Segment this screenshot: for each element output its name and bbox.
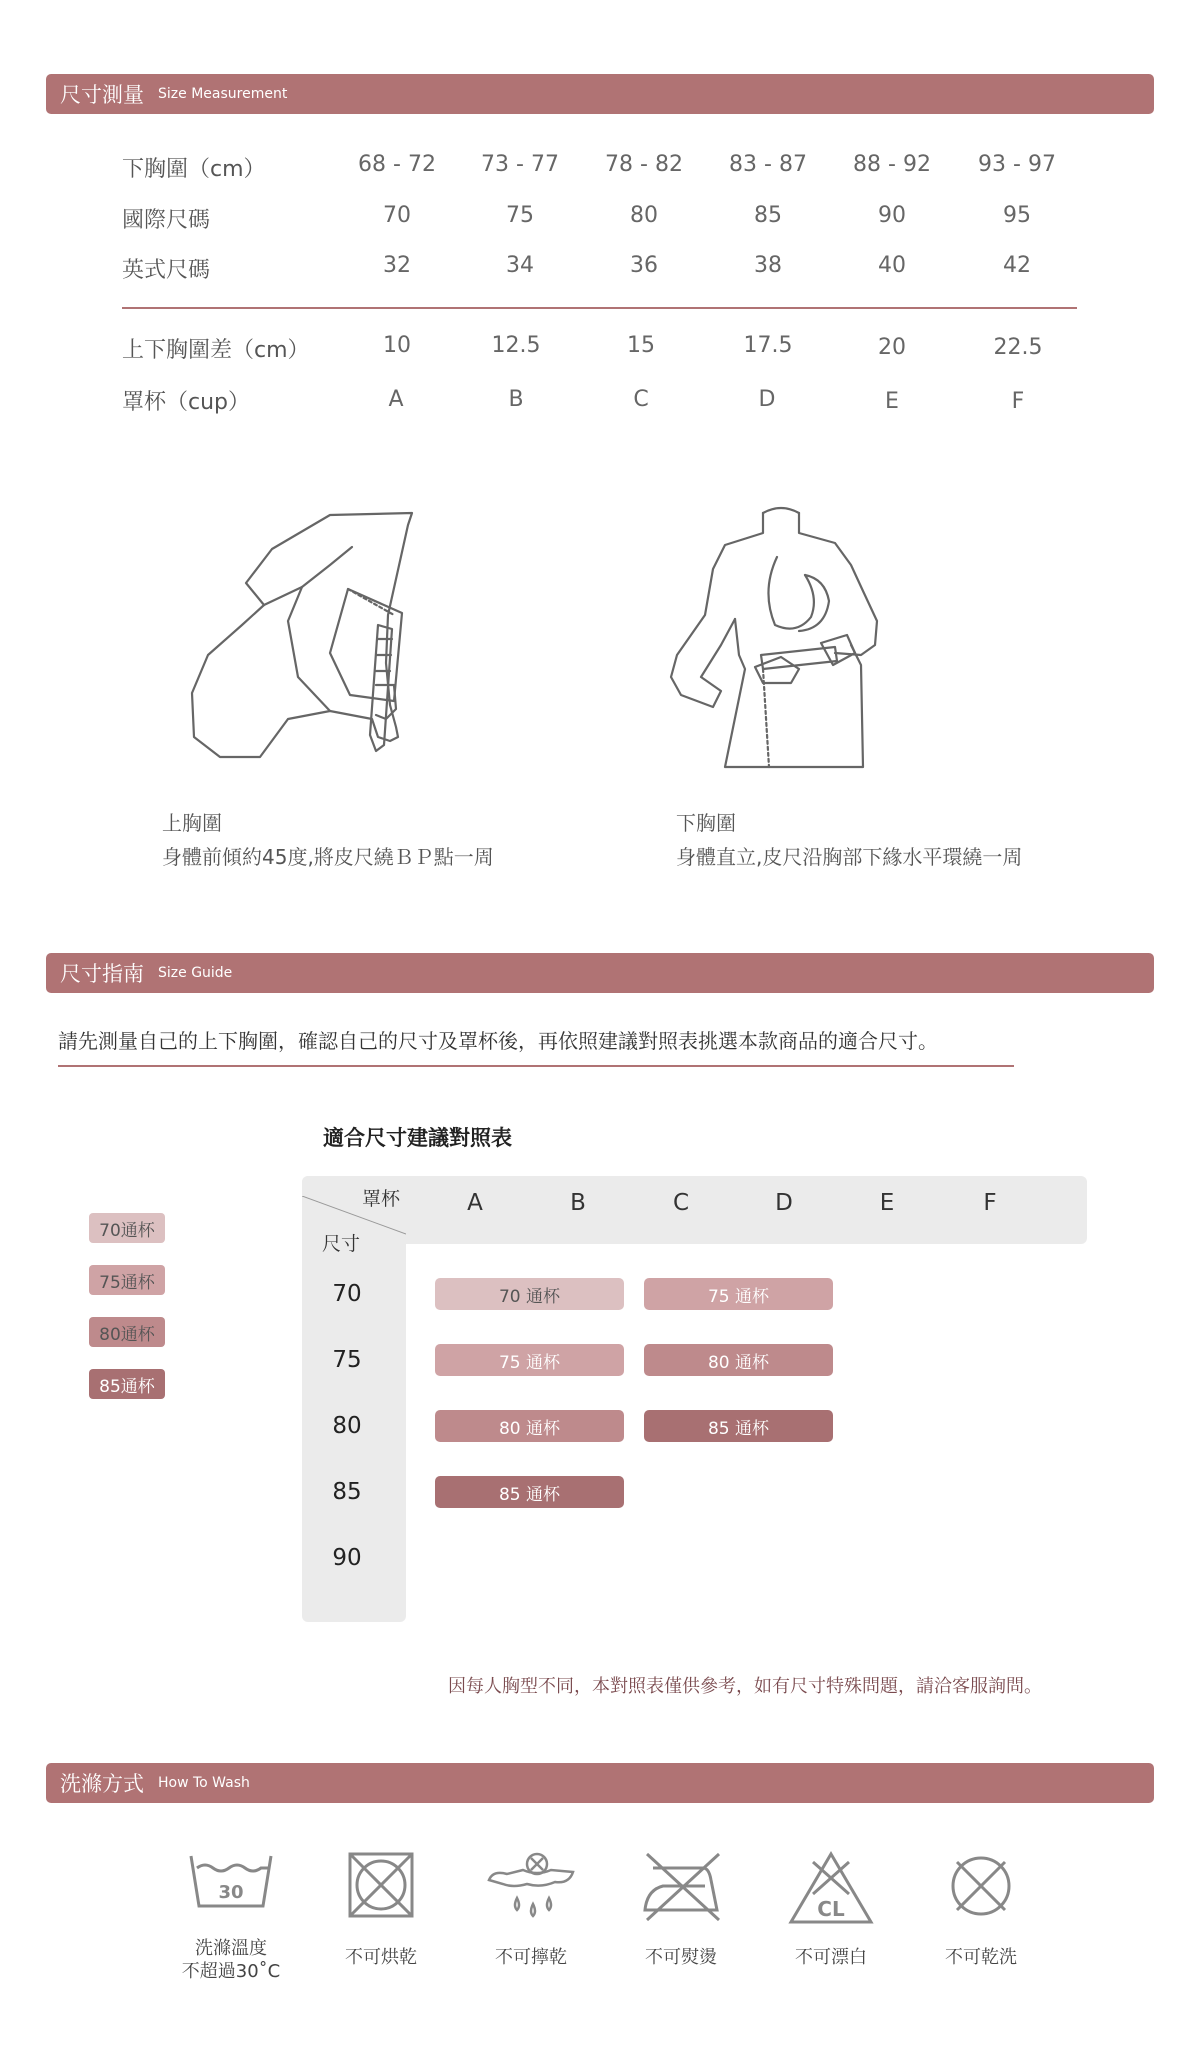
table-cell: 34 [506,253,534,278]
table-cell: D [758,387,776,412]
upper-bust-illustration [180,505,440,775]
wash-temp-label [156,1937,306,1983]
table-cell: 32 [383,253,411,278]
size-guide-banner [46,953,1154,993]
under-bust-illustration [665,505,905,775]
bust-diff-label: 上下胸圍差（cm） [122,338,310,363]
corner-size-label: 尺寸 [322,1233,361,1255]
fit-cell-85-ab: 85 通杯 [435,1476,624,1508]
section-subtitle: Size Guide [158,965,233,981]
under-bust-text: 身體直立,皮尺沿胸部下緣水平環繞一周 [676,845,1023,869]
guide-instruction: 請先測量自己的上下胸圍，確認自己的尺寸及罩杯後，再依照建議對照表挑選本款商品的適合尺寸。 [58,1029,938,1053]
no-bleach-icon [783,1850,879,1930]
size-row-90: 90 [332,1545,362,1571]
bleach-cl-text: CL [817,1897,845,1921]
no-iron-icon [633,1850,729,1930]
table-cell: 15 [627,333,655,358]
no-dry-clean-label: 不可乾洗 [945,1947,1017,1968]
no-bleach-label: 不可漂白 [795,1947,867,1968]
table-cell: 90 [878,203,906,228]
table-cell: 73 - 77 [481,152,559,177]
fit-cell-70-cd: 75 通杯 [644,1278,833,1310]
guide-underline [58,1065,1014,1067]
wash-temp-number: 30 [218,1882,244,1903]
fit-cell-80-cd: 85 通杯 [644,1410,833,1442]
cup-header-c: C [672,1190,690,1216]
underbust-label: 下胸圍（cm） [122,157,266,182]
table-cell: E [885,389,899,414]
size-row-80: 80 [332,1413,362,1439]
size-row-70: 70 [332,1281,362,1307]
upper-bust-caption [162,806,494,874]
no-wring-icon [483,1850,579,1930]
table-cell: 78 - 82 [605,152,683,177]
legend-85: 85通杯 [89,1369,165,1399]
table-cell: F [1011,389,1025,414]
cup-header-f: F [983,1190,997,1216]
upper-bust-text: 身體前傾約45度,將皮尺繞ＢＰ點一周 [162,845,494,869]
table-cell: 85 [754,203,782,228]
table-cell: 80 [630,203,658,228]
cup-header-b: B [570,1190,586,1216]
wash-temp-line1: 洗滌溫度 [195,1938,267,1959]
cup-header-d: D [775,1190,793,1216]
table-cell: 38 [754,253,782,278]
disclaimer-note: 因每人胸型不同，本對照表僅供參考，如有尺寸特殊問題，請洽客服詢問。 [448,1676,1042,1697]
corner-cup-label: 罩杯 [362,1188,401,1210]
under-bust-caption [676,806,1022,874]
fit-cell-80-ab: 80 通杯 [435,1410,624,1442]
table-cell: 83 - 87 [729,152,807,177]
table-cell: 88 - 92 [853,152,931,177]
legend-75: 75通杯 [89,1265,165,1295]
table-cell: 17.5 [743,333,793,358]
table-cell: 68 - 72 [358,152,436,177]
table-cell: 10 [383,333,411,358]
legend-80: 80通杯 [89,1317,165,1347]
no-dry-clean-icon [933,1850,1029,1930]
section-title: 洗滌方式 [60,1772,144,1796]
section-subtitle: How To Wash [158,1775,250,1791]
fit-cell-70-ab: 70 通杯 [435,1278,624,1310]
fit-cell-75-cd: 80 通杯 [644,1344,833,1376]
table-cell: 22.5 [993,335,1043,360]
table-cell: A [388,387,404,412]
upper-bust-title: 上胸圍 [162,811,222,835]
chart-title: 適合尺寸建議對照表 [323,1126,512,1150]
table-cell: 95 [1003,203,1031,228]
section-subtitle: Size Measurement [158,86,288,102]
table-cell: 20 [878,335,906,360]
table-cell: 75 [506,203,534,228]
no-iron-label: 不可熨燙 [645,1947,717,1968]
intl-size-label: 國際尺碼 [122,208,211,233]
size-measurement-banner [46,74,1154,114]
table-cell: 70 [383,203,411,228]
table-cell: 93 - 97 [978,152,1056,177]
size-row-75: 75 [332,1347,362,1373]
section-title: 尺寸測量 [60,83,144,107]
table-cell: 40 [878,253,906,278]
table-cell: C [633,387,649,412]
cup-label: 罩杯（cup） [122,390,251,415]
fit-cell-75-ab: 75 通杯 [435,1344,624,1376]
no-tumble-dry-label: 不可烘乾 [345,1947,417,1968]
cup-header-e: E [879,1190,895,1216]
table-divider [122,307,1077,309]
how-to-wash-banner [46,1763,1154,1803]
cup-header-a: A [467,1190,483,1216]
wash-30-icon [183,1850,279,1930]
section-title: 尺寸指南 [60,962,144,986]
table-cell: B [508,387,524,412]
table-cell: 12.5 [491,333,541,358]
size-row-85: 85 [332,1479,362,1505]
no-tumble-dry-icon [333,1850,429,1930]
wash-temp-line2: 不超過30˚C [181,1961,281,1982]
table-cell: 42 [1003,253,1031,278]
table-cell: 36 [630,253,658,278]
legend-70: 70通杯 [89,1213,165,1243]
uk-size-label: 英式尺碼 [122,258,211,283]
under-bust-title: 下胸圍 [676,811,736,835]
no-wring-label: 不可擰乾 [495,1947,567,1968]
